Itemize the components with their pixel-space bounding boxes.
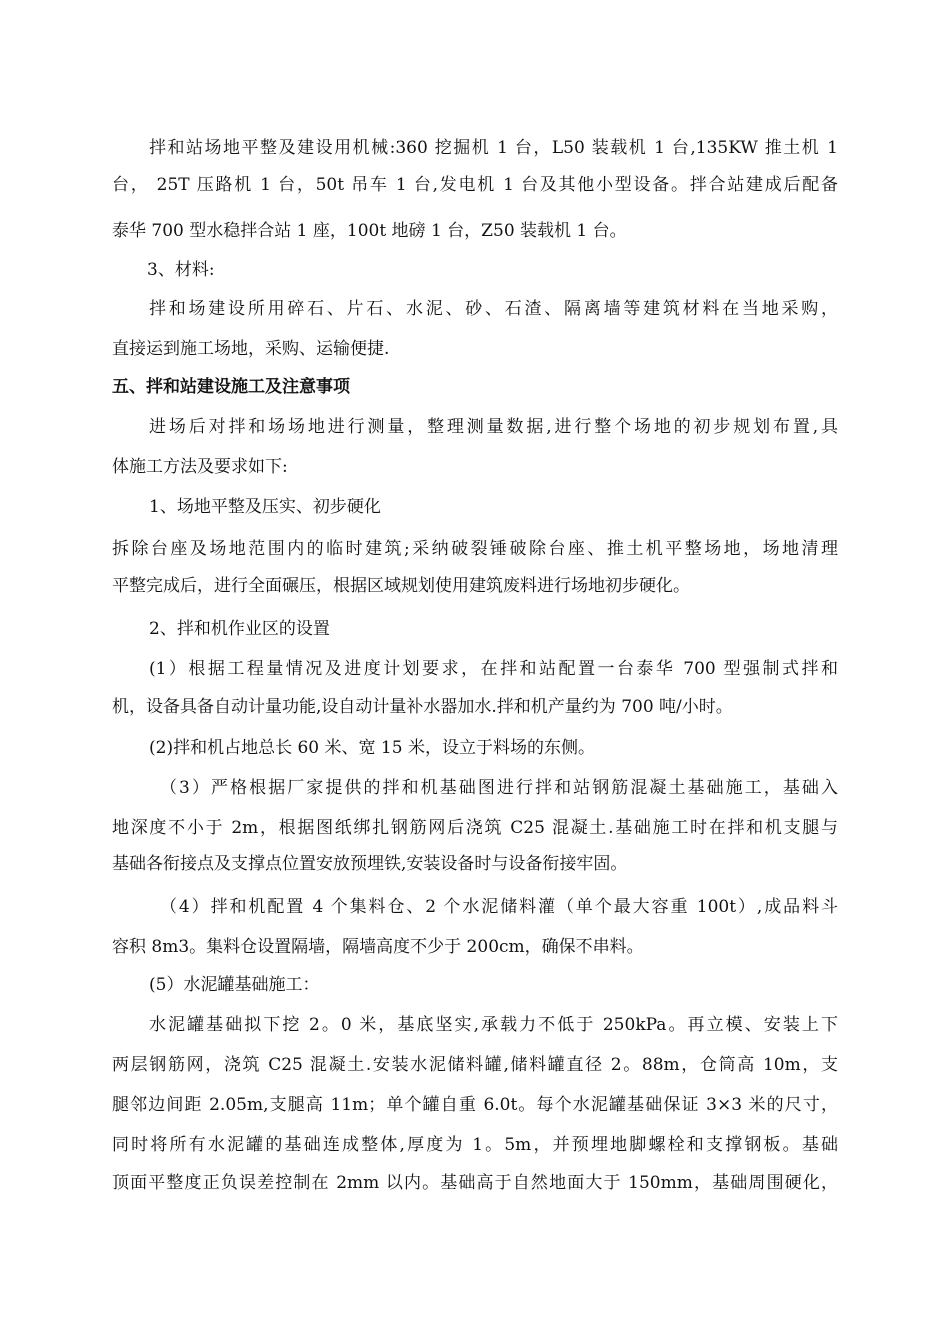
paragraph-line: 水泥罐基础拟下挖 2。0 米，基底坚实,承载力不低于 250kPa。再立模、安装上下 [149, 1015, 838, 1035]
paragraph-line: (2)拌和机占地总长 60 米、宽 15 米，设立于料场的东侧。 [149, 738, 595, 758]
paragraph-line: （3）严格根据厂家提供的拌和机基础图进行拌和站钢筋混凝土基础施工，基础入 [160, 778, 838, 798]
paragraph-line: （4）拌和机配置 4 个集料仓、2 个水泥储料灌（单个最大容重 100t）,成品料斗 [160, 897, 838, 917]
paragraph-line: 台， 25T 压路机 1 台，50t 吊车 1 台,发电机 1 台及其他小型设备。拌合站建成后配备 [112, 175, 838, 195]
paragraph-line: 3、材料: [147, 260, 215, 280]
paragraph-line: 容积 8m3。集料仓设置隔墙，隔墙高度不少于 200cm，确保不串料。 [112, 937, 644, 957]
paragraph-line: 腿邻边间距 2.05m,支腿高 11m；单个罐自重 6.0t。每个水泥罐基础保证 3×3 米的尺寸， [112, 1095, 838, 1115]
paragraph-line: 平整完成后，进行全面碾压，根据区域规划使用建筑废料进行场地初步硬化。 [112, 576, 690, 596]
paragraph-line: 两层钢筋网，浇筑 C25 混凝土.安装水泥储料罐,储料罐直径 2。88m，仓筒高 10m，支 [112, 1055, 838, 1075]
paragraph-line: 基础各衔接点及支撑点位置安放预埋铁,安装设备时与设备衔接牢固。 [112, 854, 628, 874]
section-heading: 五、拌和站建设施工及注意事项 [112, 377, 350, 397]
paragraph-line: 顶面平整度正负误差控制在 2mm 以内。基础高于自然地面大于 150mm，基础周围硬化， [112, 1173, 838, 1193]
paragraph-line: 拆除台座及场地范围内的临时建筑;采纳破裂锤破除台座、推土机平整场地，场地清理 [112, 539, 838, 559]
paragraph-line: (5）水泥罐基础施工： [149, 975, 320, 995]
paragraph-line: 拌和场建设所用碎石、片石、水泥、砂、石渣、隔离墙等建筑材料在当地采购， [149, 299, 838, 319]
paragraph-line: 泰华 700 型水稳拌合站 1 座，100t 地磅 1 台，Z50 装载机 1 台。 [112, 221, 627, 241]
subheading-line: 2、拌和机作业区的设置 [149, 619, 330, 639]
paragraph-line: 同时将所有水泥罐的基础连成整体,厚度为 1。5m，并预埋地脚螺栓和支撑钢板。基础 [112, 1135, 838, 1155]
paragraph-line: 体施工方法及要求如下: [112, 457, 288, 477]
subheading-line: 1、场地平整及压实、初步硬化 [149, 497, 381, 517]
paragraph-line: 进场后对拌和场场地进行测量，整理测量数据,进行整个场地的初步规划布置,具 [149, 417, 838, 437]
paragraph-line: (1）根据工程量情况及进度计划要求，在拌和站配置一台泰华 700 型强制式拌和 [149, 659, 838, 679]
paragraph-line: 机，设备具备自动计量功能,设自动计量补水器加水.拌和机产量约为 700 吨/小时。 [112, 697, 733, 717]
paragraph-line: 拌和站场地平整及建设用机械:360 挖掘机 1 台，L50 装载机 1 台,135KW 推土机 1 [149, 138, 838, 158]
paragraph-line: 直接运到施工场地，采购、运输便捷. [112, 339, 390, 359]
paragraph-line: 地深度不小于 2m，根据图纸绑扎钢筋网后浇筑 C25 混凝土.基础施工时在拌和机支腿与 [112, 818, 838, 838]
